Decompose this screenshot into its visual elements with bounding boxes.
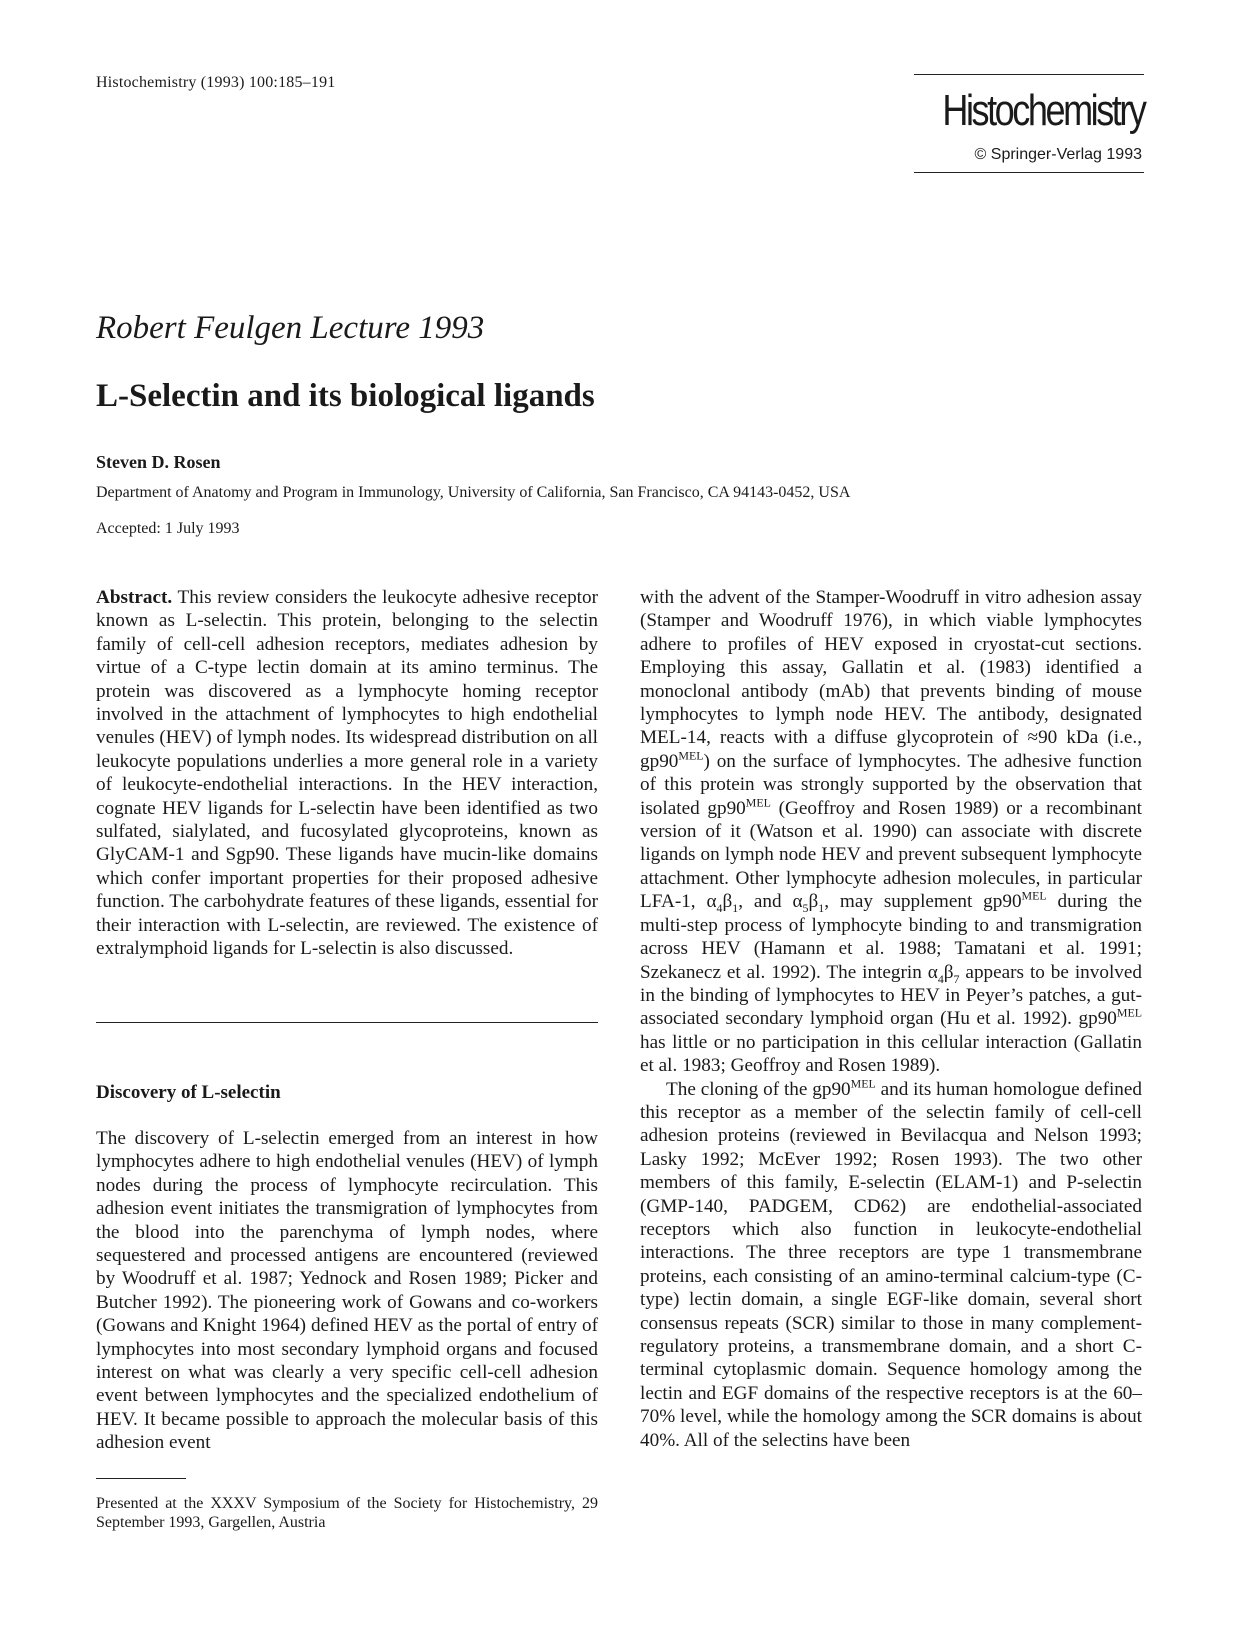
citation-line: Histochemistry (1993) 100:185–191 — [96, 74, 336, 91]
paragraph: with the advent of the Stamper-Woodruff in vitro adhesion assay (Stamper and Woodruff 1976), in which viable lymphocytes adhere to profiles of HEV exposed in cryostat-cut sections. Employing this assay, Gallatin et al. (1983) identified a monoclonal antibody (mAb) that prevents binding of mouse lymphocytes to lymph node HEV. The antibody, designated MEL-14, reacts with a diffuse glycoprotein of ≈90 kDa (i.e., $gp90^{MEL}$) on the surface of lymphocytes. The adhesive function of this protein was strongly supported by the observation that isolated $gp90^{MEL}$ (Geoffroy and Rosen 1989) or a recombinant version of it (Watson et al. 1990) can associate with discrete ligands on lymph node HEV and prevent subsequent lymphocyte attachment. Other lymphocyte adhesion molecules, in particular LFA-1, $\alpha_4\beta_1$, and $\alpha_5\beta_1$, may supplement $gp90^{MEL}$ during the multi-step process of lymphocyte binding to and transmigration across HEV (Hamann et al. 1988; Tamatani et al. 1991; Szekanecz et al. 1992). The integrin $\alpha_4\beta_7$ appears to be involved in the binding of lymphocytes to HEV in Peyer’s patches, a gut-associated secondary lymphoid organ (Hu et al. 1992). $gp90^{MEL}$ has little or no participation in this cellular interaction (Gallatin et al. 1983; Geoffroy and Rosen 1989). — [640, 587, 1142, 1077]
section-body-right — [640, 586, 1142, 1452]
abstract — [96, 586, 598, 961]
abstract-text: This review considers the leukocyte adhesive receptor known as L-selectin. This protein, belonging to the selectin family of cell-cell adhesion receptors, mediates adhesion by virtue of a C-type lectin domain at its amino terminus. The protein was discovered as a lymphocyte homing receptor involved in the attachment of lymphocytes to high endothelial venules (HEV) of lymph nodes. Its widespread distribution on all leukocyte populations underlies a more general role in a variety of leukocyte-endothelial interactions. In the HEV interaction, cognate HEV ligands for L-selectin have been identified as two sulfated, sialylated, and fucosylated glycoproteins, known as GlyCAM-1 and Sgp90. These ligands have mucin-like domains which confer important properties for their proposed adhesive function. The carbohydrate features of these ligands, essential for their interaction with L-selectin, are reviewed. The existence of extralymphoid ligands for L-selectin is also discussed. — [96, 587, 598, 960]
footnote-rule — [96, 1478, 186, 1479]
journal-logo: Histochemistry — [941, 86, 1144, 135]
abstract-divider — [96, 1022, 598, 1023]
paragraph: The cloning of the $gp90^{MEL}$ and its human homologue defined this receptor as a member of the selectin family of cell-cell adhesion proteins (reviewed in Bevilacqua and Nelson 1993; Lasky 1992; McEver 1992; Rosen 1993). The two other members of this family, E-selectin (ELAM-1) and P-selectin (GMP-140, PADGEM, CD62) are endothelial-associated receptors which also function in leukocyte-endothelial interactions. The three receptors are type 1 transmembrane proteins, each consisting of an amino-terminal calcium-type (C-type) lectin domain, a single EGF-like domain, several short consensus repeats (SCR) similar to those in many complement-regulatory proteins, a transmembrane domain, and a short C-terminal cytoplasmic domain. Sequence homology among the lectin and EGF domains of the respective receptors is at the 60–70% level, while the homology among the SCR domains is about 40%. All of the selectins have been — [640, 1076, 1142, 1451]
section-body-left — [96, 1127, 598, 1455]
author-affiliation: Department of Anatomy and Program in Immunology, University of California, San Francisco, CA 94143-0452, USA — [96, 484, 851, 501]
accepted-date: Accepted: 1 July 1993 — [96, 520, 240, 537]
paragraph: The discovery of L-selectin emerged from an interest in how lymphocytes adhere to high endothelial venules (HEV) of lymph nodes during the process of lymphocyte recirculation. This adhesion event initiates the transmigration of lymphocytes from the blood into the parenchyma of lymph nodes, where sequestered and processed antigens are encountered (reviewed by Woodruff et al. 1987; Yednock and Rosen 1989; Picker and Butcher 1992). The pioneering work of Gowans and co-workers (Gowans and Knight 1964) defined HEV as the portal of entry of lymphocytes into most secondary lymphoid organs and focused interest on what was clearly a very specific cell-cell adhesion event between lymphocytes and the specialized endothelium of HEV. It became possible to approach the molecular basis of this adhesion event — [96, 1128, 598, 1454]
author-name: Steven D. Rosen — [96, 452, 221, 472]
header-rule-top — [914, 74, 1144, 75]
lecture-label: Robert Feulgen Lecture 1993 — [96, 310, 485, 346]
abstract-label: Abstract. — [96, 587, 173, 608]
article-title: L-Selectin and its biological ligands — [96, 378, 595, 414]
section-heading: Discovery of L-selectin — [96, 1082, 281, 1103]
header-rule-bottom — [914, 172, 1144, 173]
footnote: Presented at the XXXV Symposium of the Society for Histochemistry, 29 September 1993, Gargellen, Austria — [96, 1495, 598, 1531]
copyright-notice: © Springer-Verlag 1993 — [974, 146, 1142, 163]
